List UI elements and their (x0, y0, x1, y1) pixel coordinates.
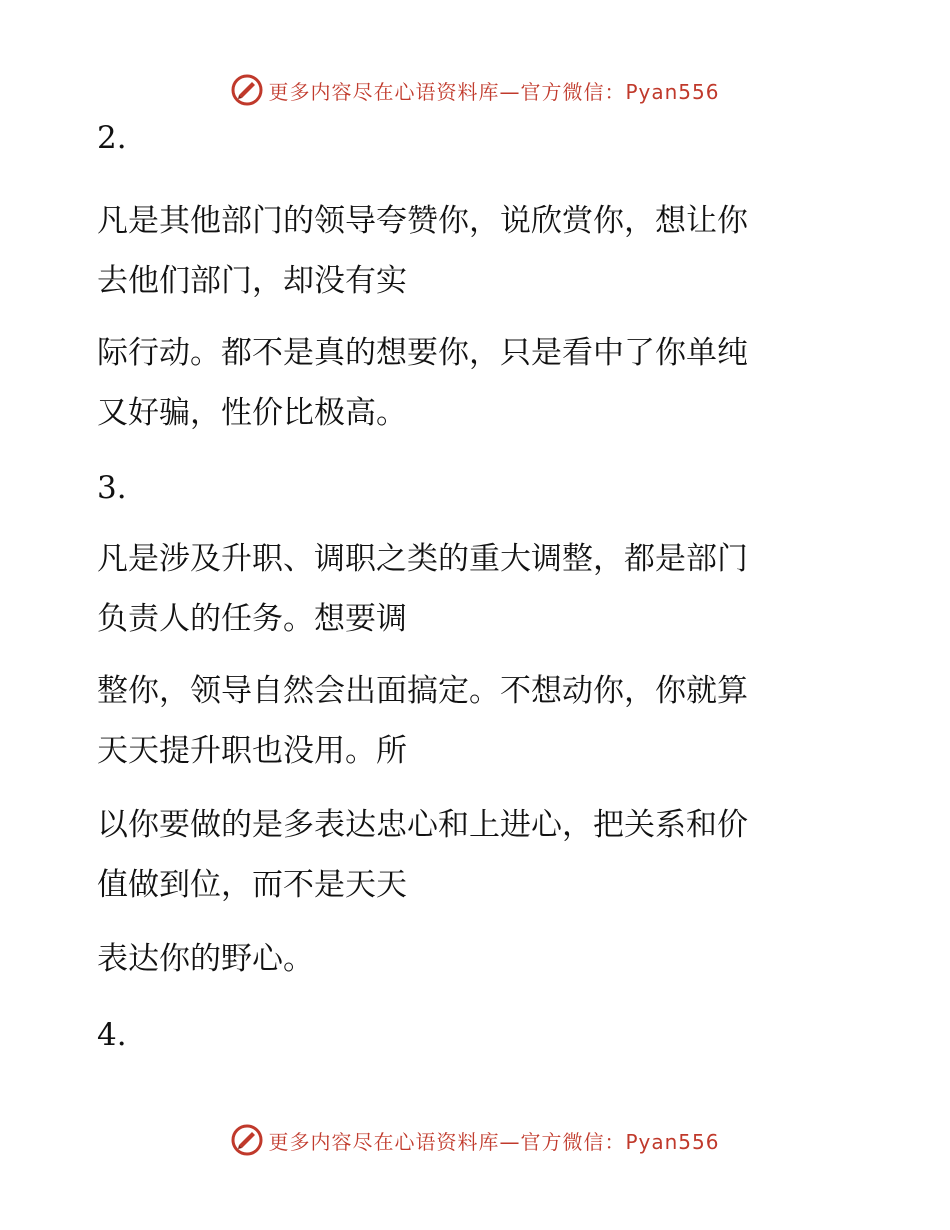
footer-banner-text: 更多内容尽在心语资料库—官方微信：Pyan556 (268, 1129, 720, 1154)
paragraph-line: 整你，领导自然会出面搞定。不想动你，你就算 (97, 673, 748, 709)
footer-banner (0, 1120, 950, 1160)
section-number: 3. (97, 470, 127, 506)
paragraph-line: 负责人的任务。想要调 (97, 601, 407, 637)
logo-icon (230, 73, 264, 107)
paragraph-line: 以你要做的是多表达忠心和上进心，把关系和价 (97, 807, 748, 843)
paragraph-line: 凡是其他部门的领导夸赞你，说欣赏你，想让你 (97, 203, 748, 239)
paragraph-line: 表达你的野心。 (97, 941, 314, 977)
paragraph-line: 凡是涉及升职、调职之类的重大调整，都是部门 (97, 541, 748, 577)
header-banner (0, 70, 950, 110)
paragraph-line: 际行动。都不是真的想要你，只是看中了你单纯 (97, 335, 748, 371)
logo-icon (230, 1123, 264, 1157)
section-number: 4. (97, 1017, 127, 1053)
paragraph-line: 又好骗，性价比极高。 (97, 395, 407, 431)
paragraph-line: 去他们部门，却没有实 (97, 263, 407, 299)
header-banner-text: 更多内容尽在心语资料库—官方微信：Pyan556 (268, 79, 720, 104)
paragraph-line: 天天提升职也没用。所 (97, 733, 407, 769)
paragraph-line: 值做到位，而不是天天 (97, 867, 407, 903)
section-number: 2. (97, 120, 127, 156)
